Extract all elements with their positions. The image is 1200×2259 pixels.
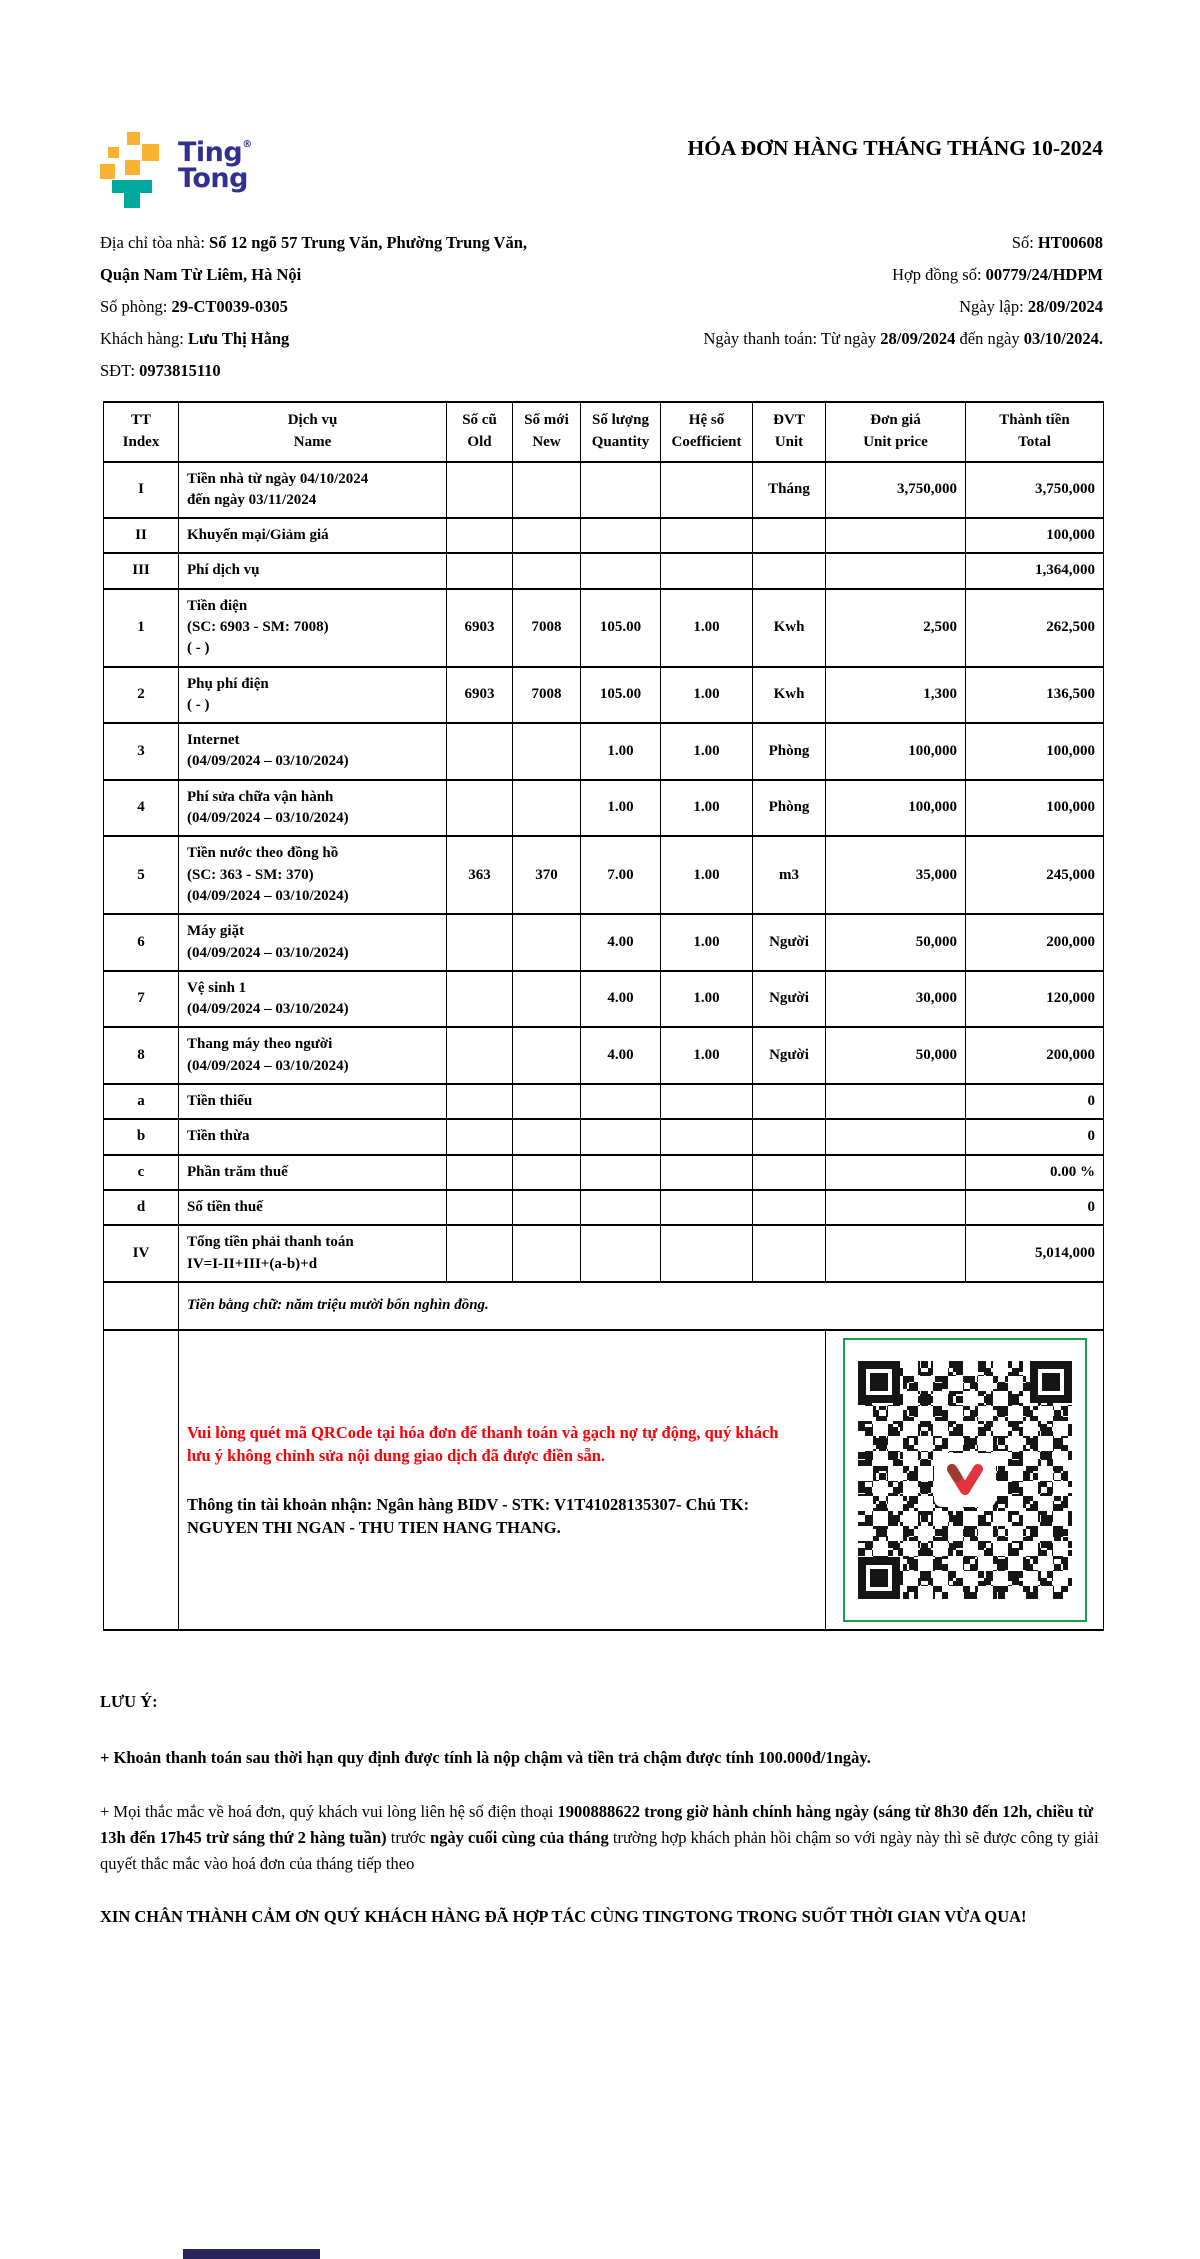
cell-quantity: 4.00 — [581, 914, 661, 971]
cell-new — [513, 1190, 581, 1225]
cell-quantity — [581, 518, 661, 553]
table-row — [104, 836, 1104, 914]
cell-coefficient — [661, 1155, 753, 1190]
cell-index: 6 — [104, 914, 179, 971]
late-payment-note: + Khoản thanh toán sau thời hạn quy định được tính là nộp chậm và tiền trả chậm được tính 100.000đ/1ngày. — [100, 1747, 871, 1767]
building-address-line2: Quận Nam Từ Liêm, Hà Nội — [100, 265, 302, 284]
column-header: Hệ số Coefficient — [661, 402, 753, 462]
cell-old — [447, 1119, 513, 1154]
building-address: Địa chỉ tòa nhà: Số 12 ngõ 57 Trung Văn, Phường Trung Văn, — [100, 233, 528, 252]
cell-index: II — [104, 518, 179, 553]
cell-unit — [753, 1119, 826, 1154]
cell-name: Tiền nước theo đồng hồ (SC: 363 - SM: 370) (04/09/2024 – 03/10/2024) — [179, 836, 447, 914]
cell-unit: Người — [753, 1027, 826, 1084]
table-row — [104, 1084, 1104, 1119]
cell-name: Tổng tiền phải thanh toán IV=I-II+III+(a-b)+d — [179, 1225, 447, 1282]
cell-total: 5,014,000 — [966, 1225, 1104, 1282]
qr-finder-bottom-left — [858, 1557, 900, 1599]
cell-coefficient: 1.00 — [661, 1027, 753, 1084]
cell-unit-price: 35,000 — [826, 836, 966, 914]
cell-index — [104, 1282, 179, 1330]
cell-index: a — [104, 1084, 179, 1119]
cell-unit-price — [826, 1225, 966, 1282]
cell-old — [447, 1190, 513, 1225]
table-row — [104, 971, 1104, 1028]
room-number: Số phòng: 29-CT0039-0305 — [100, 297, 288, 316]
cell-total: 100,000 — [966, 518, 1104, 553]
cell-old — [447, 971, 513, 1028]
column-header: Thành tiền Total — [966, 402, 1104, 462]
cell-index: d — [104, 1190, 179, 1225]
cell-coefficient: 1.00 — [661, 589, 753, 667]
cell-name: Tiền thiếu — [179, 1084, 447, 1119]
cell-quantity — [581, 462, 661, 519]
cell-total: 200,000 — [966, 1027, 1104, 1084]
cell-new — [513, 1084, 581, 1119]
cell-coefficient — [661, 1190, 753, 1225]
cell-unit-price: 30,000 — [826, 971, 966, 1028]
payment-qr-row — [104, 1330, 1104, 1630]
cell-quantity: 7.00 — [581, 836, 661, 914]
cell-unit-price: 50,000 — [826, 1027, 966, 1084]
cell-new — [513, 1027, 581, 1084]
cell-name: Máy giặt (04/09/2024 – 03/10/2024) — [179, 914, 447, 971]
column-header: Đơn giá Unit price — [826, 402, 966, 462]
cell-index: 2 — [104, 667, 179, 724]
cell-quantity — [581, 1084, 661, 1119]
invoice-info — [100, 232, 1103, 381]
cell-coefficient — [661, 1119, 753, 1154]
table-row — [104, 462, 1104, 519]
column-header: TT Index — [104, 402, 179, 462]
qr-code-frame — [843, 1338, 1087, 1622]
table-row — [104, 1119, 1104, 1154]
info-row — [100, 296, 1103, 317]
payment-instructions — [179, 1330, 826, 1630]
invoice-table-body — [104, 462, 1104, 1282]
qr-finder-top-left — [858, 1361, 900, 1403]
cell-unit-price: 50,000 — [826, 914, 966, 971]
cell-unit: Tháng — [753, 462, 826, 519]
hotline-note: + Mọi thắc mắc về hoá đơn, quý khách vui lòng liên hệ số điện thoại 1900888622 trong giờ hành chính hàng ngày (sáng từ 8h30 đến 12h, chiều từ 13h đến 17h45 trừ sáng thứ 2 hàng tuần) trước ngày cuối cùng của tháng trường hợp khách phản hồi chậm so với ngày này thì sẽ được công ty giải quyết thắc mắc vào hoá đơn của tháng tiếp theo — [100, 1801, 1099, 1873]
cell-quantity — [581, 553, 661, 588]
cell-new: 7008 — [513, 667, 581, 724]
cell-old — [447, 1027, 513, 1084]
cell-unit-price — [826, 518, 966, 553]
invoice-table — [103, 401, 1104, 1631]
cell-unit-price: 3,750,000 — [826, 462, 966, 519]
amount-in-words: Tiền bằng chữ: năm triệu mười bốn nghìn đồng. — [179, 1282, 1104, 1330]
cell-old — [447, 1155, 513, 1190]
cell-unit: Phòng — [753, 780, 826, 837]
cell-index — [104, 1330, 179, 1630]
cell-unit-price: 1,300 — [826, 667, 966, 724]
footer-notes — [100, 1689, 1103, 1930]
cell-quantity: 105.00 — [581, 667, 661, 724]
tingtong-brand — [100, 132, 252, 208]
cell-new — [513, 462, 581, 519]
cell-name: Internet (04/09/2024 – 03/10/2024) — [179, 723, 447, 780]
cell-quantity: 105.00 — [581, 589, 661, 667]
cell-old — [447, 780, 513, 837]
cell-name: Thang máy theo người (04/09/2024 – 03/10/2024) — [179, 1027, 447, 1084]
cell-quantity — [581, 1119, 661, 1154]
column-header: ĐVT Unit — [753, 402, 826, 462]
cell-new — [513, 1155, 581, 1190]
cell-index: III — [104, 553, 179, 588]
cell-index: 4 — [104, 780, 179, 837]
cell-coefficient — [661, 553, 753, 588]
cell-quantity — [581, 1190, 661, 1225]
cell-total: 245,000 — [966, 836, 1104, 914]
cell-unit-price: 2,500 — [826, 589, 966, 667]
cell-old — [447, 1225, 513, 1282]
info-row — [100, 360, 1103, 381]
cell-total: 120,000 — [966, 971, 1104, 1028]
cell-new — [513, 914, 581, 971]
cell-new: 370 — [513, 836, 581, 914]
cell-total: 200,000 — [966, 914, 1104, 971]
cell-total: 100,000 — [966, 780, 1104, 837]
cell-index: 8 — [104, 1027, 179, 1084]
info-row — [100, 232, 1103, 253]
cell-unit-price — [826, 1084, 966, 1119]
table-row — [104, 1225, 1104, 1282]
cell-old — [447, 553, 513, 588]
cell-coefficient: 1.00 — [661, 914, 753, 971]
amount-in-words-row — [104, 1282, 1104, 1330]
cell-index: 7 — [104, 971, 179, 1028]
cell-new — [513, 1225, 581, 1282]
cell-old — [447, 518, 513, 553]
cell-unit-price — [826, 1190, 966, 1225]
cell-quantity: 1.00 — [581, 723, 661, 780]
cell-unit — [753, 553, 826, 588]
table-row — [104, 914, 1104, 971]
cell-coefficient — [661, 462, 753, 519]
cell-name: Vệ sinh 1 (04/09/2024 – 03/10/2024) — [179, 971, 447, 1028]
cell-quantity — [581, 1225, 661, 1282]
cell-unit — [753, 1190, 826, 1225]
header — [100, 132, 1103, 208]
cell-coefficient: 1.00 — [661, 836, 753, 914]
cell-name: Khuyến mại/Giảm giá — [179, 518, 447, 553]
table-row — [104, 723, 1104, 780]
cell-index: 3 — [104, 723, 179, 780]
cell-unit: Người — [753, 914, 826, 971]
cell-old: 6903 — [447, 589, 513, 667]
cell-new — [513, 518, 581, 553]
cell-total: 3,750,000 — [966, 462, 1104, 519]
payment-period: Ngày thanh toán: Từ ngày 28/09/2024 đến ngày 03/10/2024. — [703, 329, 1103, 348]
cell-name: Phần trăm thuế — [179, 1155, 447, 1190]
cell-unit — [753, 1155, 826, 1190]
info-row — [100, 264, 1103, 285]
cell-name: Tiền thừa — [179, 1119, 447, 1154]
issue-date: Ngày lập: 28/09/2024 — [959, 297, 1103, 316]
cell-old — [447, 723, 513, 780]
cell-index: 5 — [104, 836, 179, 914]
cell-unit: Người — [753, 971, 826, 1028]
cell-new — [513, 971, 581, 1028]
cell-new: 7008 — [513, 589, 581, 667]
cell-index: IV — [104, 1225, 179, 1282]
cell-old: 6903 — [447, 667, 513, 724]
cell-new — [513, 553, 581, 588]
table-row — [104, 589, 1104, 667]
column-header: Số cũ Old — [447, 402, 513, 462]
table-row — [104, 518, 1104, 553]
info-row — [100, 328, 1103, 349]
qr-code — [858, 1361, 1072, 1599]
invoice-title: HÓA ĐƠN HÀNG THÁNG THÁNG 10-2024 — [687, 136, 1103, 160]
cell-total: 0 — [966, 1119, 1104, 1154]
table-row — [104, 1155, 1104, 1190]
tingtong-logo-text: Ting® Tong — [178, 137, 252, 194]
cell-unit-price: 100,000 — [826, 723, 966, 780]
table-row — [104, 1190, 1104, 1225]
cell-quantity: 4.00 — [581, 971, 661, 1028]
column-header: Số mới New — [513, 402, 581, 462]
cell-name: Phụ phí điện ( - ) — [179, 667, 447, 724]
cell-index: 1 — [104, 589, 179, 667]
cell-unit — [753, 1225, 826, 1282]
table-row — [104, 553, 1104, 588]
qr-payment-note: Vui lòng quét mã QRCode tại hóa đơn để thanh toán và gạch nợ tự động, quý khách lưu ý không chỉnh sửa nội dung giao dịch đã được điền sẵn. — [187, 1422, 779, 1465]
cell-old — [447, 462, 513, 519]
cell-new — [513, 780, 581, 837]
cell-total: 0 — [966, 1190, 1104, 1225]
column-header: Dịch vụ Name — [179, 402, 447, 462]
cell-index: c — [104, 1155, 179, 1190]
tingtong-logo-icon — [100, 132, 164, 208]
cell-index: I — [104, 462, 179, 519]
cell-unit — [753, 518, 826, 553]
cell-coefficient: 1.00 — [661, 667, 753, 724]
cell-coefficient: 1.00 — [661, 723, 753, 780]
cell-total: 1,364,000 — [966, 553, 1104, 588]
cell-unit — [753, 1084, 826, 1119]
cell-old — [447, 1084, 513, 1119]
cell-total: 0 — [966, 1084, 1104, 1119]
cell-name: Tiền nhà từ ngày 04/10/2024 đến ngày 03/11/2024 — [179, 462, 447, 519]
cell-total: 262,500 — [966, 589, 1104, 667]
cell-coefficient — [661, 1225, 753, 1282]
cell-quantity: 1.00 — [581, 780, 661, 837]
contract-number: Hợp đồng số: 00779/24/HDPM — [892, 265, 1103, 284]
cell-unit-price — [826, 1119, 966, 1154]
cell-new — [513, 723, 581, 780]
cell-unit: m3 — [753, 836, 826, 914]
cell-unit: Kwh — [753, 667, 826, 724]
invoice-table-header-row — [104, 402, 1104, 462]
table-row — [104, 1027, 1104, 1084]
cell-total: 136,500 — [966, 667, 1104, 724]
cell-unit-price — [826, 1155, 966, 1190]
table-row — [104, 780, 1104, 837]
invoice-number: Số: HT00608 — [1011, 233, 1103, 252]
cell-unit: Kwh — [753, 589, 826, 667]
customer-name: Khách hàng: Lưu Thị Hằng — [100, 329, 290, 348]
cell-new — [513, 1119, 581, 1154]
next-page-edge-bar — [183, 2249, 320, 2259]
cell-name: Tiền điện (SC: 6903 - SM: 7008) ( - ) — [179, 589, 447, 667]
qr-cell — [826, 1330, 1104, 1630]
cell-coefficient — [661, 518, 753, 553]
cell-coefficient: 1.00 — [661, 780, 753, 837]
cell-total: 0.00 % — [966, 1155, 1104, 1190]
cell-total: 100,000 — [966, 723, 1104, 780]
cell-coefficient: 1.00 — [661, 971, 753, 1028]
cell-name: Số tiền thuế — [179, 1190, 447, 1225]
cell-unit-price — [826, 553, 966, 588]
cell-coefficient — [661, 1084, 753, 1119]
cell-quantity — [581, 1155, 661, 1190]
cell-old: 363 — [447, 836, 513, 914]
column-header: Số lượng Quantity — [581, 402, 661, 462]
vietqr-v-icon — [934, 1453, 996, 1507]
cell-name: Phí dịch vụ — [179, 553, 447, 588]
customer-phone: SĐT: 0973815110 — [100, 361, 221, 380]
cell-old — [447, 914, 513, 971]
table-row — [104, 667, 1104, 724]
cell-index: b — [104, 1119, 179, 1154]
qr-finder-top-right — [1030, 1361, 1072, 1403]
bank-account-info: Thông tin tài khoản nhận: Ngân hàng BIDV - STK: V1T41028135307- Chủ TK: NGUYEN THI NGAN - THU TIEN HANG THANG. — [187, 1494, 750, 1537]
cell-unit: Phòng — [753, 723, 826, 780]
cell-unit-price: 100,000 — [826, 780, 966, 837]
cell-name: Phí sửa chữa vận hành (04/09/2024 – 03/10/2024) — [179, 780, 447, 837]
notes-heading: LƯU Ý: — [100, 1691, 158, 1711]
thank-you-note: XIN CHÂN THÀNH CẢM ƠN QUÝ KHÁCH HÀNG ĐÃ HỢP TÁC CÙNG TINGTONG TRONG SUỐT THỜI GIAN VỪA QUA! — [100, 1906, 1027, 1926]
cell-quantity: 4.00 — [581, 1027, 661, 1084]
